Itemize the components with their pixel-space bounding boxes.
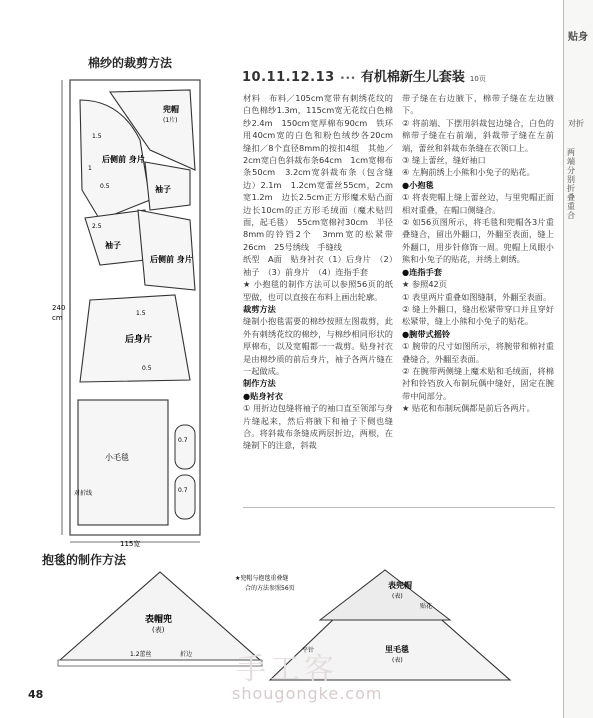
label-fold-line: 对折线 — [74, 490, 93, 497]
dim-1: 1.5 — [92, 133, 102, 140]
dim-4: 2.5 — [92, 223, 102, 230]
instruction-heading: ●贴身衬衣 — [243, 390, 283, 401]
article-title-numbers: 10.11.12.13 — [242, 70, 335, 85]
next-page-note: 两端分别折叠重合 — [567, 148, 575, 220]
instruction-paragraph: ② 缝上外翻口，缝出松紧带穿口并且穿好松紧带，缝上小熊和小兔子的贴花。 — [402, 303, 554, 327]
next-page-heading: 贴身 — [568, 32, 588, 43]
article-title-text: 有机棉新生儿套装 — [360, 70, 465, 85]
instruction-heading: ●腕带式摇铃 — [402, 328, 451, 339]
instruction-paragraph: ① 用折边包缝将袖子的袖口直至领部与身片缝起来，然后将腋下和袖子下侧也缝合。将斜裁布条缝成两层折边，两根，在缝制下的注意，斜裁 — [243, 403, 393, 451]
instruction-paragraph: ② 如56页图所示，将毛毯和兜帽各3片重叠缝合，留出外翻口，外翻至表面，缝上外翻口，用步针修饰一周。兜帽上凤眼小熊和小兔子的贴花，并绣上刺绣。 — [402, 217, 554, 265]
label-hood-left: 表帽兜 — [145, 615, 173, 625]
back-side-front-piece-2 — [138, 210, 195, 290]
left-lace-strip — [58, 660, 262, 666]
mitt-piece-1 — [175, 425, 195, 469]
right-hood-triangle — [320, 570, 450, 620]
watermark-cn: 手工客 — [236, 652, 338, 687]
dim-8: 0.5 — [142, 365, 152, 372]
instructions-column-left — [243, 92, 402, 452]
instruction-paragraph: ③ 缝上蕾丝，缝好袖口 — [402, 155, 486, 166]
instruction-paragraph: ★ 参照42页 — [402, 279, 447, 290]
sleeve-piece-2 — [85, 210, 145, 265]
instruction-paragraph: ① 腕带的尺寸如图所示，将腕带和棉衬重叠缝合，外翻至表面。 — [402, 341, 554, 364]
instruction-paragraph: ② 将前端、下摆用斜裁包边缝合，白色的棉带子缝在右前端，斜裁带子缝在左前端，蕾丝和斜裁布条缝在衣领口上。 — [402, 117, 554, 153]
instruction-heading: 制作方法 — [243, 378, 276, 389]
cutting-diagram — [50, 70, 240, 550]
instruction-heading: 裁剪方法 — [243, 303, 276, 314]
label-hood-left-sub: (表) — [152, 626, 165, 634]
dim-3: 0.5 — [100, 183, 110, 190]
instruction-paragraph: ① 表里两片重叠如图缝制，外翻至表面。 — [402, 291, 552, 302]
label-blanket: 里毛毯 — [385, 645, 409, 654]
mitt-piece-2 — [175, 475, 195, 519]
label-blanket-sub: (表) — [392, 657, 403, 664]
instruction-paragraph: ★ 小抱毯的制作方法可以参照56页的纸型做，也可以直接在布料上画出轮廓。 — [243, 279, 393, 302]
instruction-paragraph: ② 在腕带两侧缝上魔术贴和毛绒面，将棉衬和铃铛放入布制玩偶中缝好，固定在腕带中间部分。 — [402, 365, 554, 401]
article-title — [242, 66, 542, 85]
label-appliq: 贴花 — [420, 603, 433, 610]
instruction-paragraph: ④ 左胸前绣上小熊和小兔子的贴花。 — [402, 167, 535, 178]
label-hood-count: (1片) — [163, 117, 178, 124]
page-number: 48 — [28, 688, 44, 701]
label-back-side-front: 后侧前 身片 — [102, 155, 145, 164]
label-lace: 1.2蕾丝 — [130, 651, 152, 658]
instruction-paragraph: 纸型 A面 贴身衬衣（1）后身片 （2）袖子 （3）前身片 （4）连指手套 — [243, 254, 393, 277]
small-blanket-piece — [78, 400, 168, 525]
article-page-ref: 10页 — [469, 75, 486, 83]
label-sleeve: 袖子 — [155, 185, 171, 194]
dim-5: 0.7 — [178, 437, 188, 444]
instruction-paragraph: 材料 布料／105cm宽带有刺绣花纹的白色棉纱1.3m，115cm宽无花纹白色棉纱2.4m 150cm宽厚棉布90cm 铁环用40cm宽的白色和粉色绒纱各20cm 缝扣／8个直径8mm的按扣4组 其他／2cm宽白色斜裁布条64cm 1cm宽棉布条50cm 3.2cm宽斜裁布条（包含缝边）2.1m 1.2cm宽蕾丝55cm，2cm宽1.2m 边长2.5cm正方形魔术贴凸面 边长10cm的正方形毛绒面（魔术贴凹面，起毛毯） 55cm宽棉衬30cm 半径8mm的铃铛2个 3mm宽的松紧带26cm 25号绣线 手缝线 — [243, 93, 402, 252]
instruction-paragraph: ① 将表兜帽上缝上蕾丝边，与里兜帽正面相对重叠，在帽口侧缝合。 — [402, 192, 554, 215]
column-divider — [243, 507, 555, 508]
dim-height-unit: cm — [52, 314, 63, 322]
instruction-heading: ●小抱毯 — [402, 179, 434, 190]
note-line-2: 合的方法参照56页 — [245, 585, 295, 592]
instruction-heading: ●连指手套 — [402, 266, 442, 277]
title-dots: ••• — [339, 74, 356, 84]
dim-width: 115宽 — [120, 540, 141, 548]
label-right-hood-sub: (表) — [392, 593, 403, 600]
instruction-paragraph: 带子缝在右边腋下，棉带子缝在左边腋下。 — [402, 93, 554, 116]
cutting-section-title: 棉纱的裁剪方法 — [88, 56, 173, 70]
label-fold: 折边 — [180, 651, 193, 658]
label-small-blanket: 小毛毯 — [105, 453, 129, 462]
dim-7: 1.5 — [136, 310, 146, 317]
label-sleeve-2: 袖子 — [105, 241, 121, 250]
instruction-paragraph: 缝制小抱毯需要的棉纱按照左图裁剪，此外有刺绣花纹的棉纱，与棉纱相同形状的厚棉布，以及宽帽都一一裁剪。贴身衬衣是由棉纱质的前后身片，袖子各两片缝在一起做成。 — [243, 316, 393, 376]
watermark-url: shougongke.com — [232, 684, 383, 703]
instructions-column-right — [402, 92, 554, 415]
label-hood: 兜帽 — [163, 105, 179, 114]
next-page-fold-note: 对折 — [568, 119, 584, 128]
dim-6: 0.7 — [178, 487, 188, 494]
label-right-hood: 表兜帽 — [388, 581, 412, 590]
next-page-edge — [563, 0, 593, 718]
note-line-1: ★兜帽与抱毯重叠缝 — [235, 575, 289, 582]
label-step: 平针 — [302, 647, 315, 654]
blanket-section-title: 抱毯的制作方法 — [42, 553, 127, 567]
dim-2: 1 — [88, 165, 92, 172]
label-back-side-front-2: 后侧前 身片 — [150, 255, 193, 264]
dim-height: 240 — [52, 304, 66, 312]
instruction-paragraph: ★ 贴花和布制玩偶都是前后各两片。 — [402, 403, 535, 414]
label-back-body: 后身片 — [125, 335, 153, 345]
